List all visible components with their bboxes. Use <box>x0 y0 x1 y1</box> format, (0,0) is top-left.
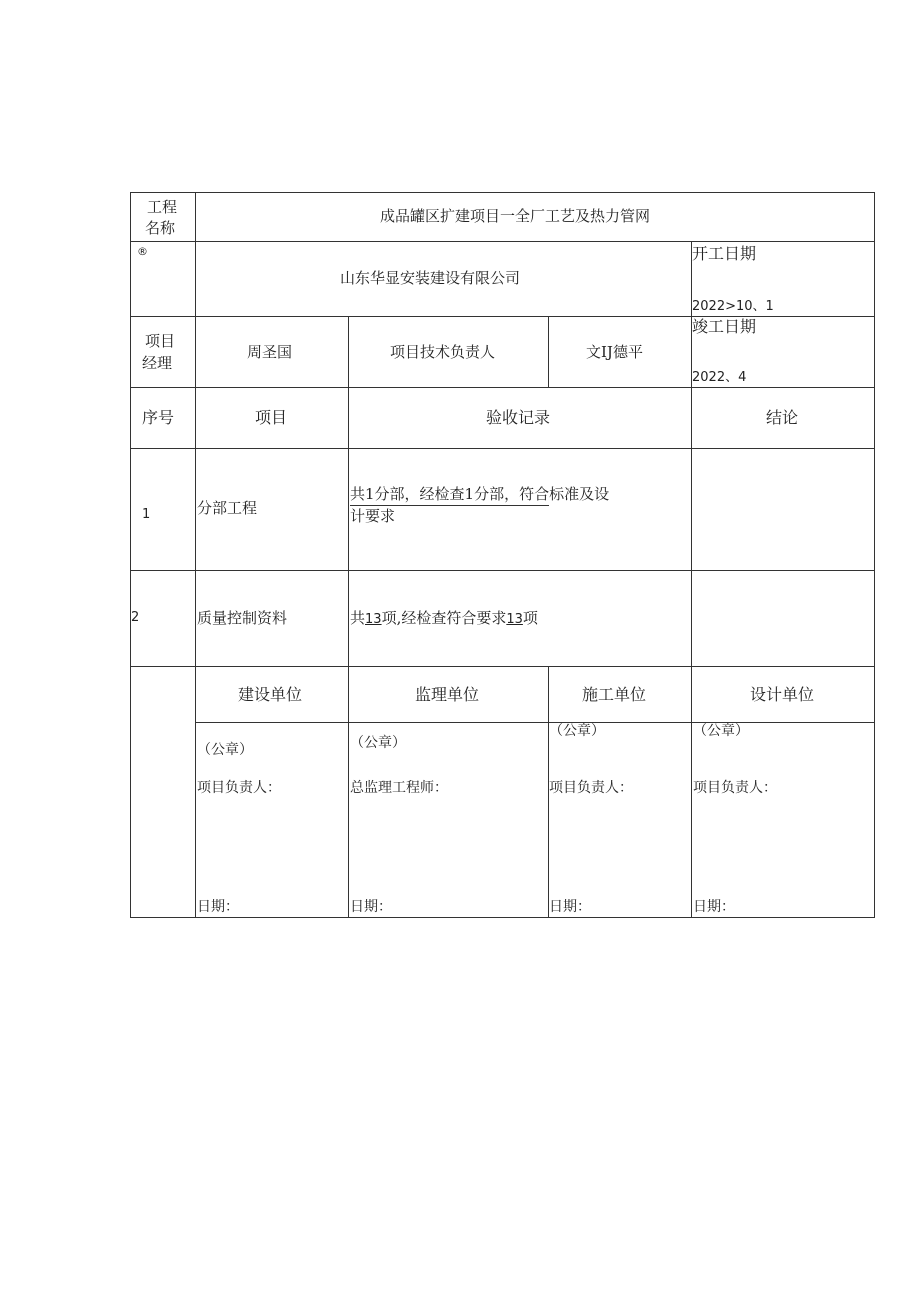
manager-name-value: 周圣国 <box>247 343 293 361</box>
project-name-label-line1: 工程 <box>147 198 178 216</box>
row1-record-cell <box>348 448 692 571</box>
construction-company-value: 山东华显安装建设有限公司 <box>340 269 521 287</box>
signoff-unit2-title: 监理单位 <box>415 685 480 704</box>
tech-lead-name-value: 文IJ德平 <box>586 343 643 361</box>
col-index-header: 序号 <box>142 408 175 427</box>
signoff-unit4-title: 设计单位 <box>750 685 815 704</box>
row1-item: 分部工程 <box>197 499 258 517</box>
row2-record-part-c: 项 <box>522 609 538 627</box>
col-item-header: 项目 <box>255 408 288 427</box>
manager-label-cell <box>130 316 196 388</box>
manager-label-line2: 经理 <box>142 354 173 372</box>
signoff-unit1-person: 项目负责人： <box>197 780 281 796</box>
row2-record <box>350 608 538 629</box>
row2-count2: 13 <box>506 612 523 627</box>
signoff-unit1-date: 日期： <box>197 899 239 915</box>
signoff-unit2-seal: （公章） <box>350 735 406 751</box>
start-date-label: 开工日期 <box>692 244 757 263</box>
signoff-unit2-person: 总监理工程师： <box>350 780 448 796</box>
col-record-header: 验收记录 <box>486 408 551 427</box>
signoff-unit2-date: 日期： <box>350 899 392 915</box>
signoff-unit3-body-cell <box>548 722 692 918</box>
signoff-unit4-body-cell <box>691 722 875 918</box>
tech-lead-label: 项目技术负责人 <box>390 343 496 361</box>
row2-index: 2 <box>131 610 140 625</box>
row1-record-line2: 计要求 <box>350 507 396 525</box>
signoff-blank-cell <box>130 666 196 918</box>
finish-date-label: 竣工日期 <box>692 317 757 336</box>
row1-index-cell <box>130 448 196 571</box>
row2-item: 质量控制资料 <box>197 609 288 627</box>
row2-index-cell <box>130 570 196 667</box>
signoff-unit4-date: 日期： <box>693 899 735 915</box>
signoff-unit1-seal: （公章） <box>197 742 253 758</box>
signoff-unit3-title: 施工单位 <box>582 685 647 704</box>
unit-label-symbol: ® <box>137 245 148 258</box>
signoff-unit4-seal: （公章） <box>693 723 749 739</box>
row1-record-line1: 共1分部，经检查1分部，符合标准及设 <box>350 485 610 503</box>
signoff-unit3-date: 日期： <box>549 899 591 915</box>
project-name-label-line2: 名称 <box>145 219 176 237</box>
row2-count1: 13 <box>365 612 382 627</box>
row2-conclusion-cell <box>691 570 875 667</box>
signoff-unit1-title: 建设单位 <box>238 685 303 704</box>
row1-conclusion-cell <box>691 448 875 571</box>
signoff-unit3-seal: （公章） <box>549 723 605 739</box>
col-conclusion-header: 结论 <box>766 408 799 427</box>
signoff-unit4-person: 项目负责人： <box>693 780 777 796</box>
manager-label-line1: 项目 <box>145 332 176 350</box>
row2-record-part-b: 项,经检查符合要求 <box>381 609 507 627</box>
start-date-value: 2022>10、1 <box>692 299 774 314</box>
signoff-unit3-person: 项目负责人： <box>549 780 633 796</box>
finish-date-value: 2022、4 <box>692 370 747 385</box>
row2-record-part-a: 共 <box>350 609 366 627</box>
row1-index: 1 <box>142 507 151 522</box>
project-name-value: 成品罐区扩建项目一全厂工艺及热力管网 <box>380 207 651 225</box>
